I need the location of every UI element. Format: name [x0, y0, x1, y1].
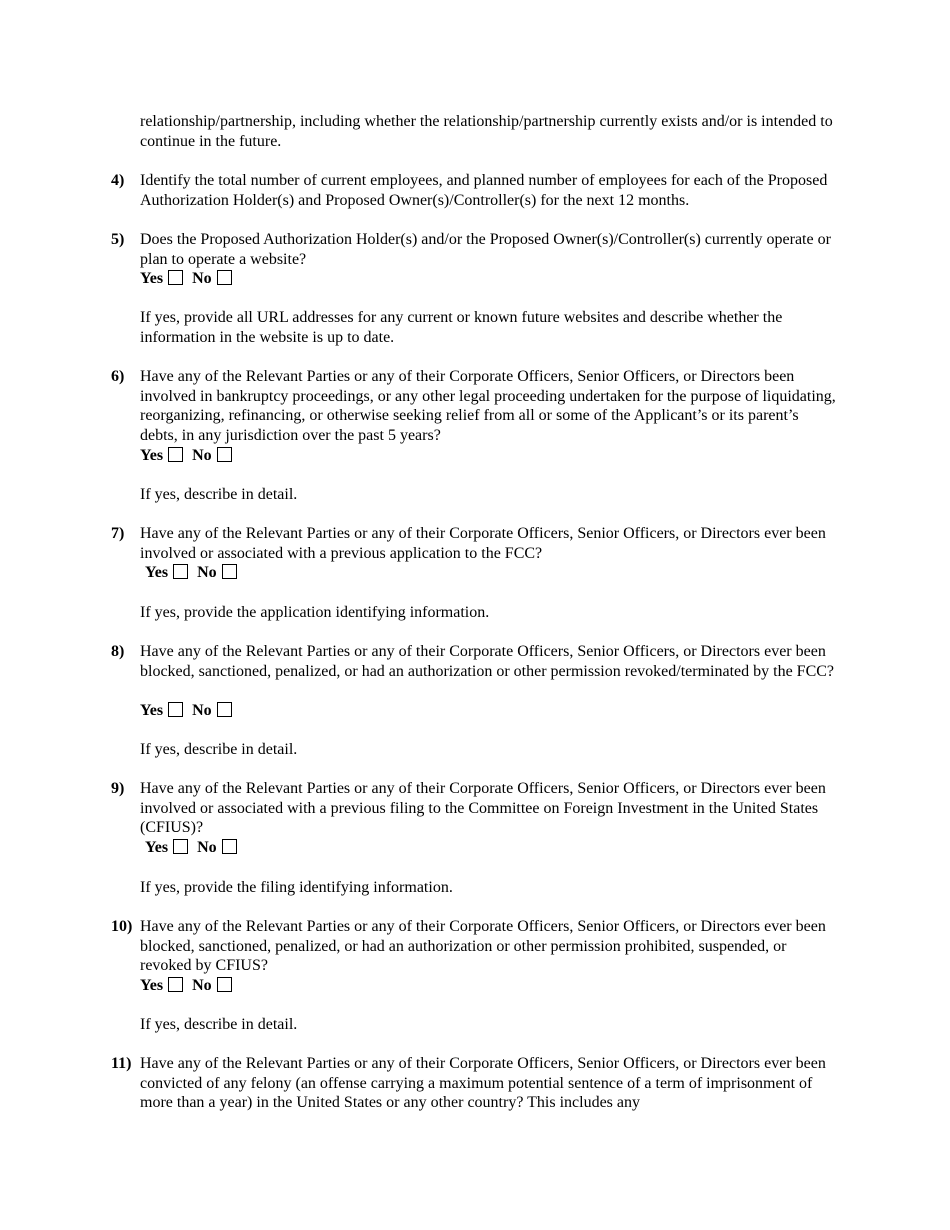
question-number: 4): [111, 172, 125, 189]
question-text: Have any of the Relevant Parties or any of their Corporate Officers, Senior Officers, or Directors been involved in bankruptcy proceedings, or any other legal proceeding undertaken for the purpose of liquidating, reorganizing, refinancing, or otherwise seeking relief from all or some of the Applicant’s or its parent’s debts, in any jurisdiction over the past 5 years?: [140, 368, 836, 444]
yes-checkbox[interactable]: [168, 447, 183, 462]
question-number: 8): [111, 643, 125, 660]
no-label: No: [192, 447, 212, 464]
no-label: No: [197, 564, 217, 581]
no-label: No: [192, 977, 212, 994]
no-checkbox[interactable]: [217, 702, 232, 717]
question-number: 9): [111, 780, 125, 797]
question-text: Identify the total number of current employees, and planned number of employees for each of the Proposed Authorization Holder(s) and Proposed Owner(s)/Controller(s) for the next 12 months.: [140, 172, 828, 209]
question-number: 7): [111, 525, 125, 542]
yes-no-group: [140, 446, 241, 466]
question-number: 6): [111, 368, 125, 385]
followup-text: If yes, provide the application identifying information.: [140, 604, 490, 621]
question-number: 11): [111, 1055, 132, 1072]
question-text: Have any of the Relevant Parties or any of their Corporate Officers, Senior Officers, or Directors ever been involved or associated with a previous filing to the Committee on Foreign Investment in the United States (CFIUS)?: [140, 780, 826, 837]
question-number: 10): [111, 918, 133, 935]
yes-label: Yes: [140, 270, 164, 287]
intro-continuation-text: relationship/partnership, including whether the relationship/partnership currently exists and/or is intended to continue in the future.: [140, 113, 833, 150]
question-text: Does the Proposed Authorization Holder(s) and/or the Proposed Owner(s)/Controller(s) currently operate or plan to operate a website?: [140, 231, 831, 268]
question-text: Have any of the Relevant Parties or any of their Corporate Officers, Senior Officers, or Directors ever been blocked, sanctioned, penalized, or had an authorization or other permission revoked/terminated by the FCC?: [140, 643, 835, 680]
no-checkbox[interactable]: [222, 564, 237, 579]
yes-checkbox[interactable]: [168, 977, 183, 992]
yes-no-group: [140, 701, 241, 721]
no-checkbox[interactable]: [217, 447, 232, 462]
followup-text: If yes, describe in detail.: [140, 741, 298, 758]
yes-no-group: [140, 976, 241, 996]
yes-checkbox[interactable]: [168, 702, 183, 717]
followup-text: If yes, describe in detail.: [140, 1016, 298, 1033]
no-label: No: [192, 270, 212, 287]
followup-text: If yes, describe in detail.: [140, 486, 298, 503]
no-checkbox[interactable]: [222, 839, 237, 854]
no-checkbox[interactable]: [217, 977, 232, 992]
question-text: Have any of the Relevant Parties or any of their Corporate Officers, Senior Officers, or Directors ever been involved or associated with a previous application to the FCC?: [140, 525, 826, 562]
yes-no-group: [145, 563, 246, 583]
question-text: Have any of the Relevant Parties or any of their Corporate Officers, Senior Officers, or Directors ever been blocked, sanctioned, penalized, or had an authorization or other permission prohibited, suspended, or revoked by CFIUS?: [140, 918, 826, 975]
yes-label: Yes: [145, 564, 169, 581]
yes-no-group: [145, 838, 246, 858]
yes-label: Yes: [140, 702, 164, 719]
yes-label: Yes: [140, 447, 164, 464]
yes-no-group: [140, 269, 241, 289]
yes-label: Yes: [145, 839, 169, 856]
question-number: 5): [111, 231, 125, 248]
yes-checkbox[interactable]: [168, 270, 183, 285]
followup-text: If yes, provide all URL addresses for any current or known future websites and describe whether the information in the website is up to date.: [140, 309, 783, 346]
no-label: No: [192, 702, 212, 719]
yes-checkbox[interactable]: [173, 564, 188, 579]
followup-text: If yes, provide the filing identifying information.: [140, 879, 453, 896]
no-checkbox[interactable]: [217, 270, 232, 285]
yes-label: Yes: [140, 977, 164, 994]
no-label: No: [197, 839, 217, 856]
yes-checkbox[interactable]: [173, 839, 188, 854]
question-text: Have any of the Relevant Parties or any of their Corporate Officers, Senior Officers, or Directors ever been convicted of any felony (an offense carrying a maximum potential sentence of a term of imprisonment of more than a year) in the United States or any other country? This includes any: [140, 1055, 826, 1112]
